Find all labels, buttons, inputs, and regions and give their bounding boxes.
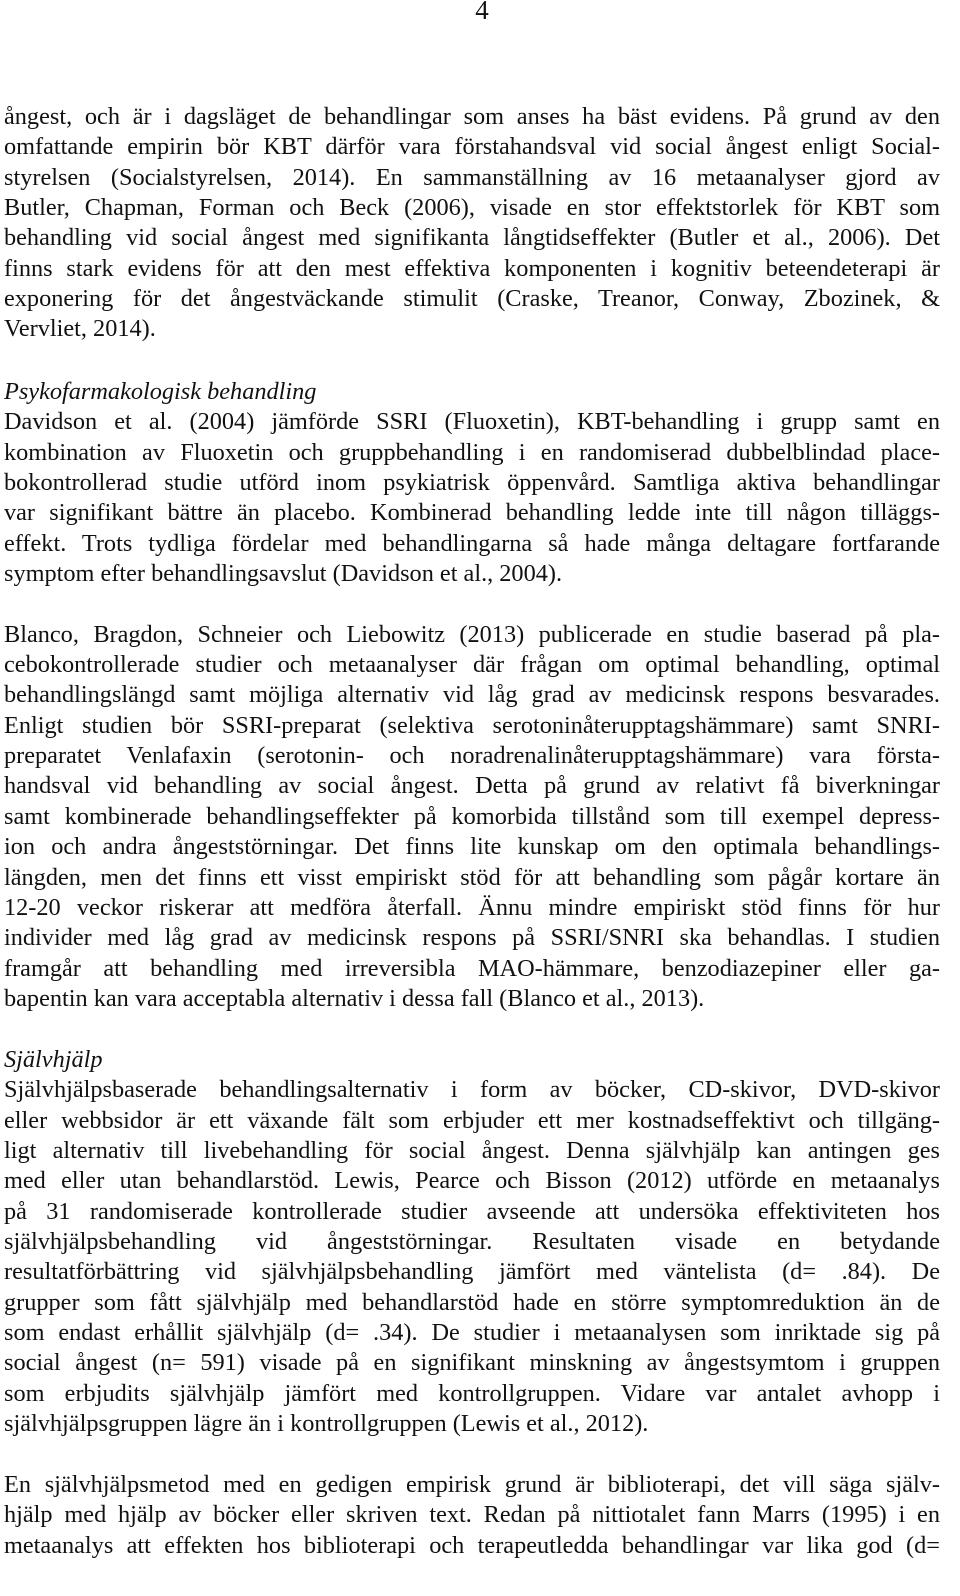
- text-line: längden, men det finns ett visst empiriskt stöd för att behandling som pågår kortare än: [4, 863, 940, 891]
- text-line: Självhjälpsbaserade behandlingsalternativ i form av böcker, CD-skivor, DVD-skivor: [4, 1076, 940, 1104]
- text-line: styrelsen (Socialstyrelsen, 2014). En sammanställning av 16 metaanalyser gjord av: [4, 163, 940, 191]
- text-line: cebokontrollerade studier och metaanalyser där frågan om optimal behandling, optimal: [4, 651, 940, 679]
- text-line: social ångest (n= 591) visade på en signifikant minskning av ångestsymtom i gruppen: [4, 1349, 940, 1377]
- text-line: eller webbsidor är ett växande fält som erbjuder ett mer kostnadseffektivt och tillgäng-: [4, 1106, 940, 1134]
- text-line: omfattande empirin bör KBT därför vara förstahandsval vid social ångest enligt Social-: [4, 133, 940, 161]
- text-line: ligt alternativ till livebehandling för social ångest. Denna självhjälp kan antingen ges: [4, 1137, 940, 1165]
- text-line: Butler, Chapman, Forman och Beck (2006), visade en stor effektstorlek för KBT som: [4, 194, 940, 222]
- text-line: ångest, och är i dagsläget de behandlingar som anses ha bäst evidens. På grund av den: [4, 103, 940, 130]
- text-line: effekt. Trots tydliga fördelar med behandlingarna så hade många deltagare fortfarande: [4, 529, 940, 557]
- paragraph-gap: [4, 589, 940, 619]
- paragraph-gap: [4, 1439, 940, 1469]
- text-line: Blanco, Bragdon, Schneier och Liebowitz (2013) publicerade en studie baserad på pla-: [4, 620, 940, 648]
- text-line: metaanalys att effekten hos biblioterapi och terapeutledda behandlingar var lika god (d=: [4, 1531, 940, 1559]
- page-number: 4: [475, 0, 489, 25]
- text-line: symptom efter behandlingsavslut (Davidson et al., 2004).: [4, 560, 563, 588]
- text-line: kombination av Fluoxetin och gruppbehandling i en randomiserad dubbelblindad place-: [4, 438, 940, 466]
- section-heading: Självhjälp: [4, 1046, 103, 1073]
- text-line: 12-20 veckor riskerar att medföra återfall. Ännu mindre empiriskt stöd finns för hur: [4, 893, 940, 921]
- text-line: framgår att behandling med irreversibla MAO-hämmare, benzodiazepiner eller ga-: [4, 954, 940, 982]
- text-line: bokontrollerad studie utförd inom psykiatrisk öppenvård. Samtliga aktiva behandlingar: [4, 469, 940, 497]
- text-line: på 31 randomiserade kontrollerade studier avseende att undersöka effektiviteten hos: [4, 1197, 940, 1225]
- text-line: individer med låg grad av medicinsk respons på SSRI/SNRI ska behandlas. I studien: [4, 924, 940, 952]
- text-line: ion och andra ångeststörningar. Det finns lite kunskap om den optimala behandlings-: [4, 833, 940, 861]
- text-line: preparatet Venlafaxin (serotonin- och noradrenalinåterupptagshämmare) vara första-: [4, 742, 940, 770]
- text-line: som endast erhållit självhjälp (d= .34). De studier i metaanalysen som inriktade sig på: [4, 1319, 940, 1347]
- text-line: behandlingslängd samt möjliga alternativ vid låg grad av medicinsk respons besvarades.: [4, 681, 940, 709]
- text-line: Davidson et al. (2004) jämförde SSRI (Fluoxetin), KBT-behandling i grupp samt en: [4, 408, 940, 436]
- text-line: självhjälpsgruppen lägre än i kontrollgruppen (Lewis et al., 2012).: [4, 1410, 649, 1438]
- text-line: samt kombinerade behandlingseffekter på komorbida tillstånd som till exempel depress-: [4, 802, 940, 830]
- text-line: En självhjälpsmetod med en gedigen empirisk grund är biblioterapi, det vill säga själv-: [4, 1470, 940, 1498]
- text-line: exponering för det ångestväckande stimulit (Craske, Treanor, Conway, Zbozinek, &: [4, 285, 940, 313]
- section-sjalvhjalp: [4, 1045, 940, 1561]
- text-line: behandling vid social ångest med signifikanta långtidseffekter (Butler et al., 2006). Det: [4, 224, 940, 252]
- text-line: handsval vid behandling av social ångest. Detta på grund av relativt få biverkningar: [4, 772, 940, 800]
- intro-paragraph: [4, 102, 940, 345]
- text-line: Vervliet, 2014).: [4, 315, 156, 343]
- text-line: hjälp med hjälp av böcker eller skriven text. Redan på nittiotalet fann Marrs (1995) i en: [4, 1501, 940, 1529]
- text-line: finns stark evidens för att den mest effektiva komponenten i kognitiv beteendeterapi är: [4, 254, 940, 282]
- text-line: självhjälpsbehandling vid ångeststörningar. Resultaten visade en betydande: [4, 1228, 940, 1256]
- text-line: var signifikant bättre än placebo. Kombinerad behandling ledde inte till någon tilläggs-: [4, 499, 940, 527]
- text-line: med eller utan behandlarstöd. Lewis, Pearce och Bisson (2012) utförde en metaanalys: [4, 1167, 940, 1195]
- text-line: bapentin kan vara acceptabla alternativ i dessa fall (Blanco et al., 2013).: [4, 984, 705, 1012]
- text-line: grupper som fått självhjälp med behandlarstöd hade en större symptomreduktion än de: [4, 1288, 940, 1316]
- text-line: Enligt studien bör SSRI-preparat (selektiva serotoninåterupptagshämmare) samt SNRI-: [4, 711, 940, 739]
- text-line: som erbjudits självhjälp jämfört med kontrollgruppen. Vidare var antalet avhopp i: [4, 1379, 940, 1407]
- section-psykofarmakologisk: [4, 377, 940, 1014]
- section-heading: Psykofarmakologisk behandling: [4, 378, 317, 405]
- text-line: resultatförbättring vid självhjälpsbehandling jämfört med väntelista (d= .84). De: [4, 1258, 940, 1286]
